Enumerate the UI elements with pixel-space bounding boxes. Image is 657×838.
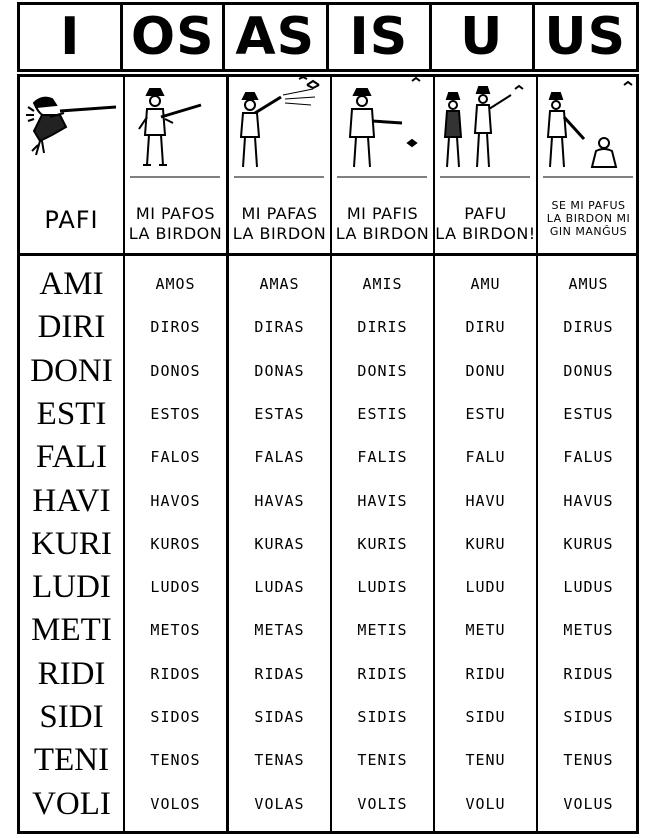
conjugated-form-cell: SIDIS xyxy=(357,708,408,726)
caption-line: LA BIRDON! xyxy=(435,224,536,243)
infinitive-cell: ESTI xyxy=(36,395,107,432)
conjugated-form-cell: METOS xyxy=(150,621,201,640)
infinitive-cell: METI xyxy=(31,612,112,649)
conjugated-form-cell: DIRIS xyxy=(357,318,408,337)
conjugated-form-cell: RIDU xyxy=(465,664,506,683)
conjugated-form-cell: DONUS xyxy=(563,361,614,380)
caption-line: PAFU xyxy=(464,204,507,223)
conjugated-form-cell: DONIS xyxy=(357,361,408,380)
conjugated-form-cell: SIDOS xyxy=(150,708,201,726)
conjugated-form-cell: RIDAS xyxy=(254,664,305,683)
caption-line: MI PAFAS xyxy=(241,204,318,223)
header-cell-os xyxy=(125,77,226,252)
conjugated-form-cell: LUDIS xyxy=(357,578,408,597)
caption-line: SE MI PAFUS xyxy=(551,199,626,212)
conjugated-form-cell: LUDOS xyxy=(150,578,201,597)
conjugated-form-cell: KURU xyxy=(465,534,506,553)
conjugated-form-cell: LUDUS xyxy=(563,578,614,597)
infinitive-cell: HAVI xyxy=(32,482,111,519)
header-cell-us xyxy=(538,77,639,252)
header-cell-pafi xyxy=(20,77,123,252)
conjugated-form-cell: AMOS xyxy=(155,275,196,293)
infinitive-cell: RIDI xyxy=(37,655,106,692)
infinitive-cell: KURI xyxy=(31,525,112,562)
conjugated-form-cell: DIRAS xyxy=(254,318,305,337)
conjugated-form-cell: KURIS xyxy=(357,534,408,553)
hunter-wishing-illustration xyxy=(538,77,639,197)
conjugated-form-cell: ESTU xyxy=(465,404,506,423)
conjugated-form-cell: KURAS xyxy=(254,534,305,553)
infinitive-cell: LUDI xyxy=(32,569,111,606)
conjugated-form-cell: TENAS xyxy=(254,751,305,770)
conjugated-form-cell: SIDAS xyxy=(254,708,305,726)
conjugated-form-cell: ESTIS xyxy=(357,404,408,423)
conjugated-form-cell: HAVOS xyxy=(150,491,201,510)
conjugated-form-cell: DIROS xyxy=(150,318,201,337)
conjugated-form-cell: LUDAS xyxy=(254,578,305,597)
caption-line: LA BIRDON xyxy=(232,224,327,243)
conjugated-form-cell: TENUS xyxy=(563,751,614,770)
conjugated-form-cell: DONOS xyxy=(150,361,201,380)
banner-heading-os: OS xyxy=(123,5,225,69)
conjugated-form-cell: METU xyxy=(465,621,506,640)
conjugated-form-cell: AMAS xyxy=(259,275,300,293)
infinitive-cell: FALI xyxy=(36,439,107,476)
conjugated-form-cell: AMU xyxy=(470,275,501,293)
conjugated-form-cell: SIDUS xyxy=(563,708,614,726)
caption-line: MI PAFIS xyxy=(346,204,419,223)
hunter-shooting-illustration xyxy=(229,77,330,197)
header-cell-u xyxy=(435,77,536,252)
banner-heading-u: U xyxy=(432,5,535,69)
caption-line: LA BIRDON xyxy=(335,224,430,243)
hunter-aiming-illustration xyxy=(20,77,123,197)
conjugated-form-cell: FALIS xyxy=(357,448,408,467)
infinitive-cell: AMI xyxy=(39,266,104,302)
conjugated-form-cell: DONAS xyxy=(254,361,305,380)
caption-as xyxy=(229,204,330,244)
caption-line: MI PAFOS xyxy=(135,204,216,223)
conjugation-table xyxy=(17,74,639,834)
header-divider xyxy=(20,253,636,256)
conjugated-form-cell: FALUS xyxy=(563,448,614,467)
conjugated-form-cell: HAVIS xyxy=(357,491,408,510)
conjugated-form-cell: DIRUS xyxy=(563,318,614,337)
conjugated-form-cell: LUDU xyxy=(465,578,506,597)
conjugated-form-cell: RIDOS xyxy=(150,664,201,683)
conjugated-form-cell: RIDUS xyxy=(563,664,614,683)
conjugated-form-cell: HAVAS xyxy=(254,491,305,510)
conjugated-form-cell: FALOS xyxy=(150,448,201,467)
caption-line: LA BIRDON xyxy=(128,224,223,243)
caption-line: LA BIRDON MI xyxy=(546,212,631,225)
banner-heading-as: AS xyxy=(225,5,328,69)
conjugated-form-cell: ESTOS xyxy=(150,404,201,423)
caption-u xyxy=(435,204,536,244)
banner-heading-is: IS xyxy=(329,5,432,69)
header-cell-as xyxy=(229,77,330,252)
conjugated-form-cell: AMUS xyxy=(568,275,609,293)
conjugated-form-cell: HAVU xyxy=(465,491,506,510)
conjugated-form-cell: VOLU xyxy=(465,794,506,813)
conjugated-form-cell: RIDIS xyxy=(357,664,408,683)
conjugated-form-cell: AMIS xyxy=(362,275,403,293)
conjugated-form-cell: TENU xyxy=(465,751,506,770)
conjugated-form-cell: DIRU xyxy=(465,318,506,337)
hunters-command-illustration xyxy=(435,77,536,197)
conjugated-form-cell: VOLAS xyxy=(254,794,305,813)
conjugated-form-cell: KURUS xyxy=(563,534,614,553)
conjugated-form-cell: FALU xyxy=(465,448,506,467)
caption-us xyxy=(538,199,639,238)
infinitive-cell: VOLI xyxy=(32,785,111,822)
banner-heading-i: I xyxy=(20,5,123,69)
infinitive-cell: TENI xyxy=(33,742,110,779)
conjugated-form-cell: METIS xyxy=(357,621,408,640)
conjugated-form-cell: TENIS xyxy=(357,751,408,770)
conjugated-form-cell: TENOS xyxy=(150,751,201,770)
tense-ending-banner xyxy=(17,2,639,72)
caption-is xyxy=(332,204,433,244)
infinitive-cell: DONI xyxy=(30,352,113,389)
conjugated-form-cell: METAS xyxy=(254,621,305,640)
infinitive-cell: SIDI xyxy=(39,699,104,735)
caption-os xyxy=(125,204,226,244)
hunter-after-shot-illustration xyxy=(332,77,433,197)
conjugated-form-cell: VOLUS xyxy=(563,794,614,813)
header-cell-is xyxy=(332,77,433,252)
conjugated-form-cell: KUROS xyxy=(150,534,201,553)
conjugated-form-cell: ESTAS xyxy=(254,404,305,423)
conjugated-form-cell: HAVUS xyxy=(563,491,614,510)
pafi-label: PAFI xyxy=(44,206,99,234)
conjugated-form-cell: DONU xyxy=(465,361,506,380)
caption-line: GIN MANĜUS xyxy=(549,225,628,238)
conjugated-form-cell: FALAS xyxy=(254,448,305,467)
banner-heading-us: US xyxy=(544,7,627,67)
conjugated-form-cell: SIDU xyxy=(465,708,506,726)
conjugated-form-cell: VOLIS xyxy=(357,794,408,813)
conjugated-form-cell: ESTUS xyxy=(563,404,614,423)
hunter-ready-illustration xyxy=(125,77,226,197)
infinitive-cell: DIRI xyxy=(37,309,106,346)
conjugated-form-cell: METUS xyxy=(563,621,614,640)
conjugated-form-cell: VOLOS xyxy=(150,794,201,813)
